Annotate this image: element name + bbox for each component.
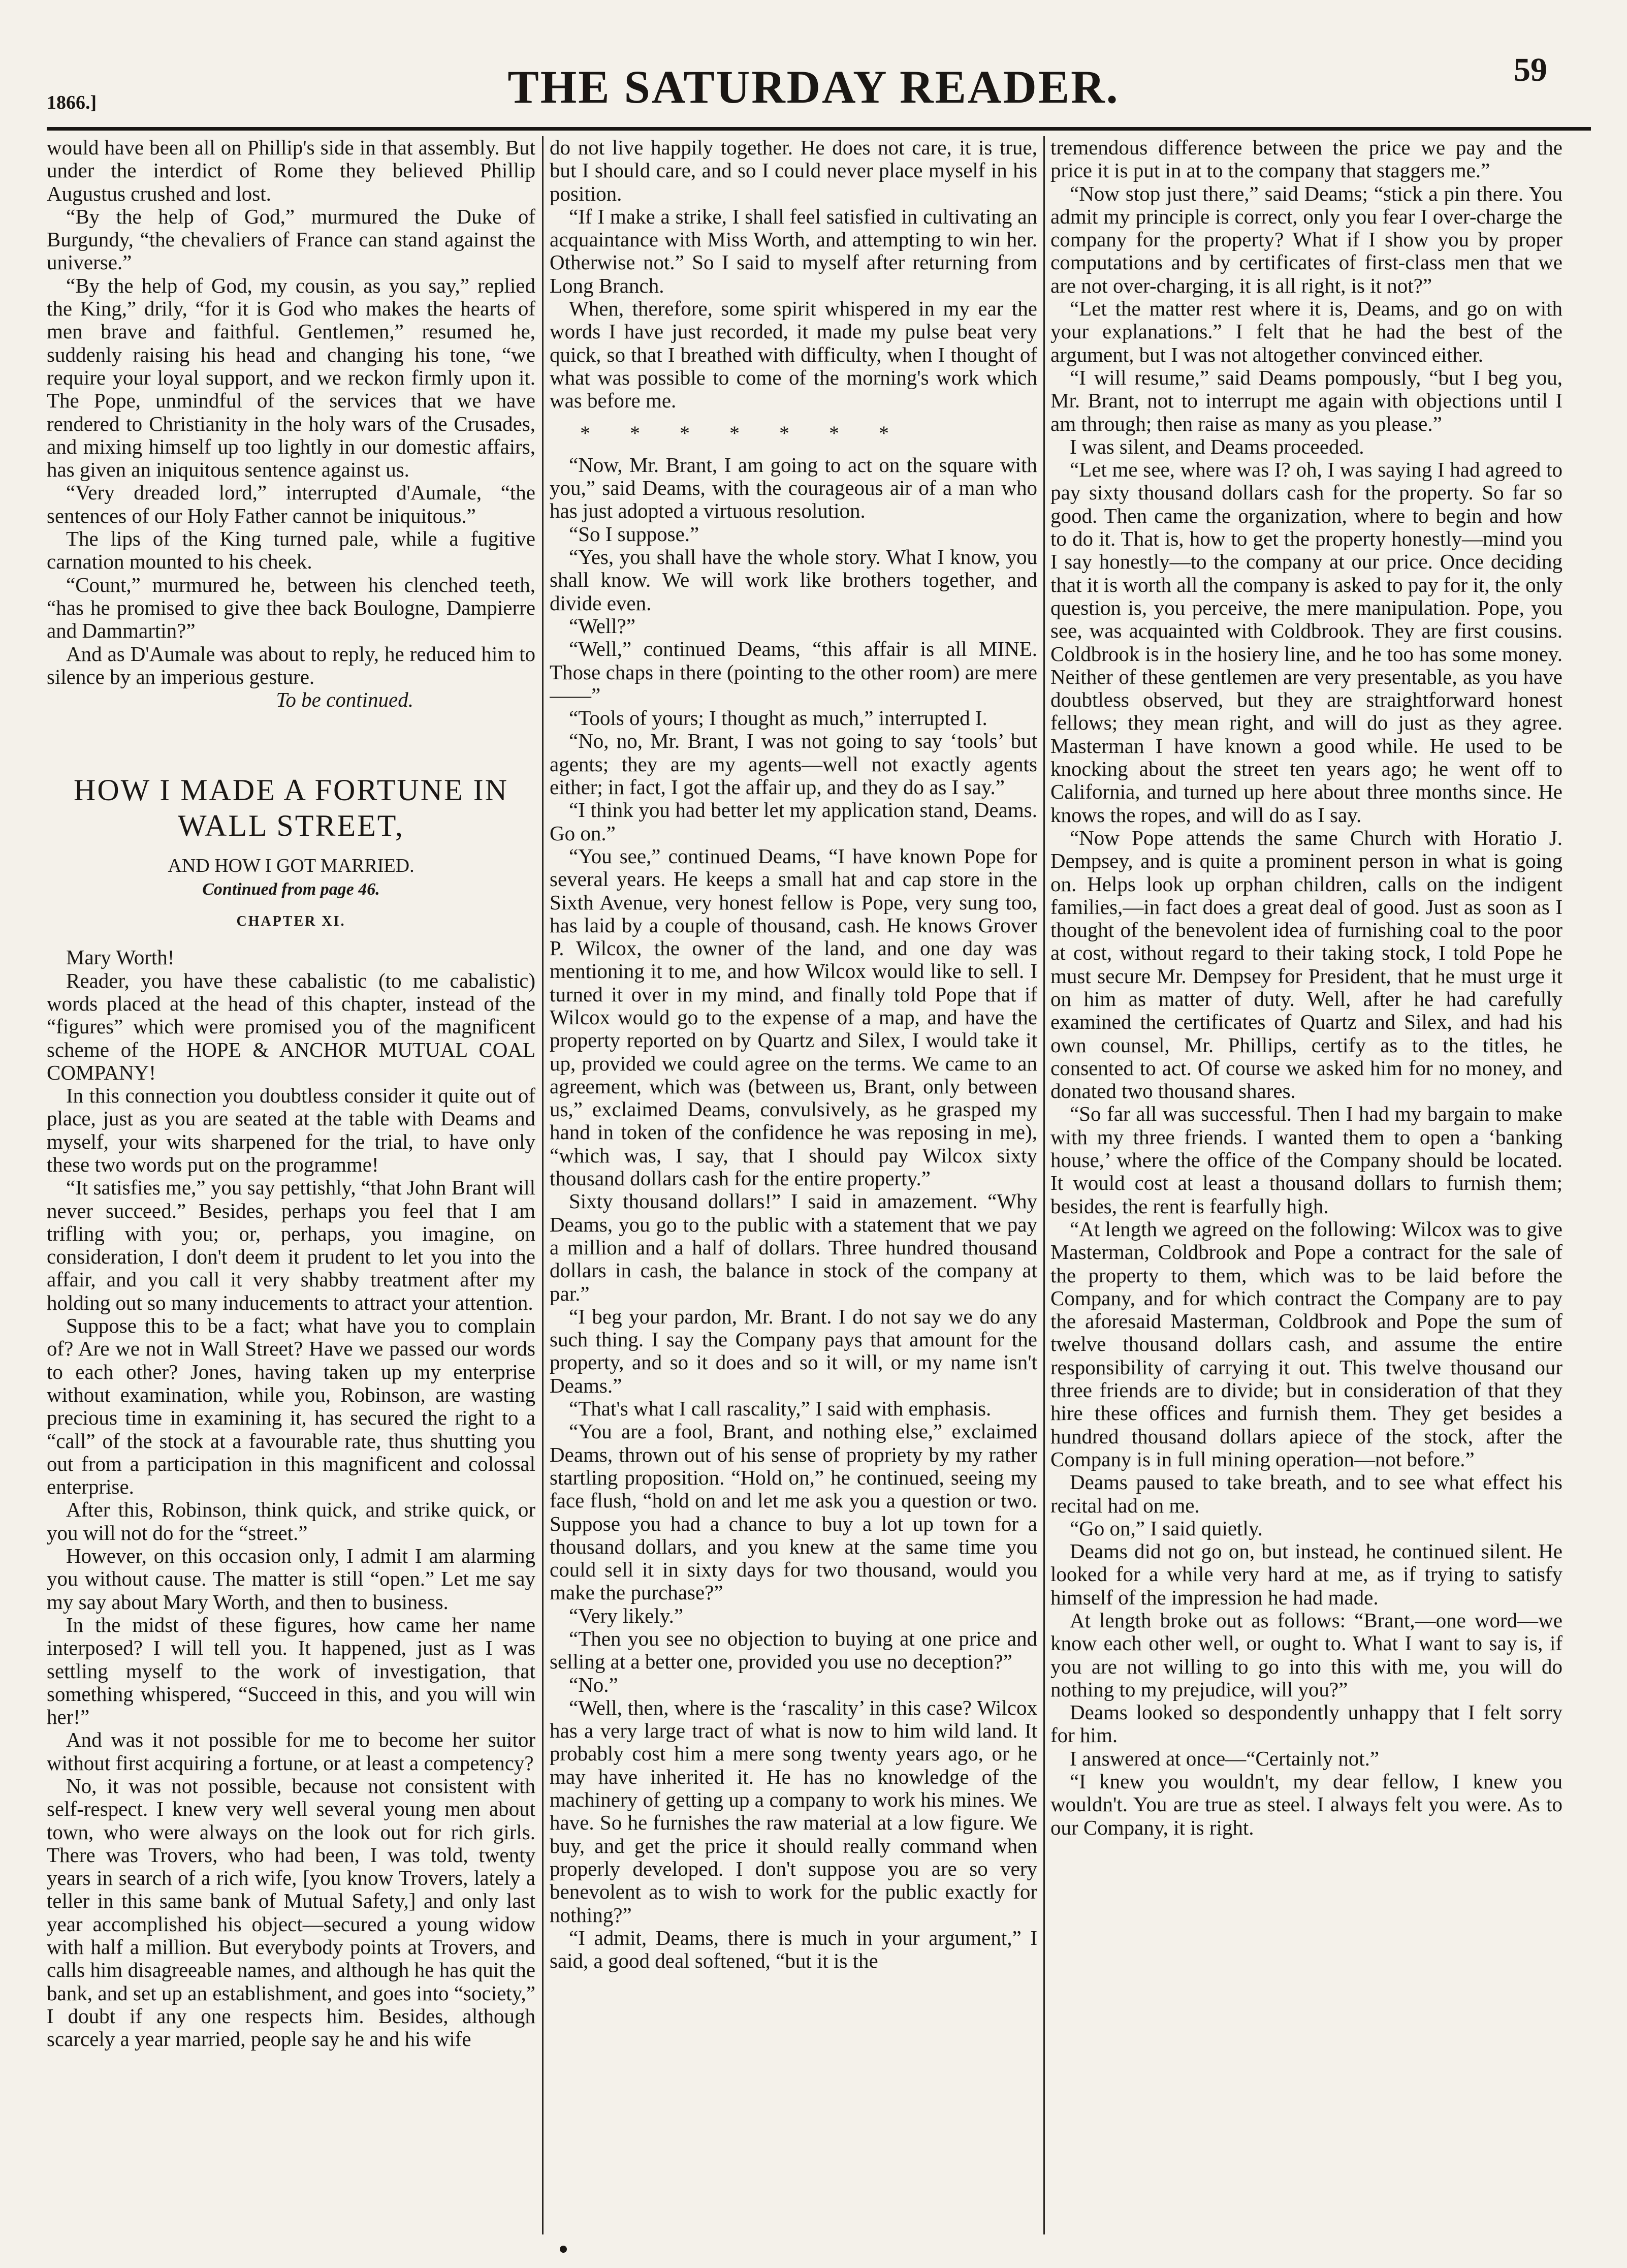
column-1 [47,136,535,2234]
paragraph: Deams looked so despondently unhappy that I felt sorry for him. [1050,1700,1562,1747]
paragraph: “I knew you wouldn't, my dear fellow, I knew you wouldn't. You are true as steel. I always felt you were. As to our Company, it is right. [1050,1770,1562,1839]
paragraph: “You see,” continued Deams, “I have known Pope for several years. He keeps a small hat and cap store in the Sixth Avenue, very honest fellow is Pope, very sung too, has laid by a couple of thousand, cash. He knows Grover P. Wilcox, the owner of the land, and one day was mentioning it to me, and how Wilcox would like to sell. I turned it over in my mind, and finally told Pope that if Wilcox would go to the expense of a map, and have the property reported on by Quartz and Silex, I would take it up, provided we could agree on the terms. We came to an agreement, which was (between us, Brant, only between us,” exclaimed Deams, convulsively, as he grasped my hand in token of the confidence he was reposing in me), “which was, I say, that I should pay Wilcox sixty thousand dollars cash for the entire property.” [550,844,1037,1190]
chapter-heading: CHAPTER XI. [236,914,346,930]
paragraph: “I admit, Deams, there is much in your argument,” I said, a good deal softened, “but it is the [550,1926,1037,1973]
paragraph: At length broke out as follows: “Brant,—one word—we know each other well, or ought to. What I want to say is, if you are not willing to go into this with me, you will do nothing to my prejudice, will you?” [1050,1609,1562,1701]
paragraph: “That's what I call rascality,” I said with emphasis. [569,1397,992,1421]
column-3 [1050,136,1562,2234]
paragraph: “So far all was successful. Then I had my bargain to make with my three friends. I wanted them to open a ‘banking house,’ where the office of the Company should be located. It would cost at least a thousand dollars to furnish them; besides, the rent is fearfully high. [1050,1102,1562,1218]
paragraph: “Let the matter rest where it is, Deams, and go on with your explanations.” I felt that he had the best of the argument, but I was not altogether convinced either. [1050,297,1562,366]
paragraph: “Tools of yours; I thought as much,” interrupted I. [569,706,987,730]
column-divider [542,136,544,2234]
paragraph: “Well,” continued Deams, “this affair is all MINE. Those chaps in there (pointing to the other room) are mere——” [550,637,1037,707]
paragraph: “Let me see, where was I? oh, I was saying I had agreed to pay sixty thousand dollars cash for the property. So far so good. Then came the organization, where to begin and how to do it. That is, how to get the property honestly—mind you I say honestly—to the company at our price. Once deciding that it is worth all the company is asked to pay for it, the only question is, you perceive, the mere manipulation. Pope, you see, was acquainted with Coldbrook. They are first cousins. Coldbrook is in the hosiery line, and he too has some money. Neither of these gentlemen are very presentable, as you have doubtless observed, but they are straightforward honest fellows; they mean right, and will do just as they agree. Masterman I have known a good while. He used to be knocking about the street ten years ago; he went off to California, and turned up here about three months since. He knows the ropes, and will do as I say. [1050,458,1562,827]
paragraph: “I think you had better let my application stand, Deams. Go on.” [550,798,1037,845]
paragraph: “Go on,” I said quietly. [1070,1516,1263,1540]
paragraph: “You are a fool, Brant, and nothing else,” exclaimed Deams, thrown out of his sense of propriety by my rather startling proposition. “Hold on,” he continued, seeing my face flush, “hold on and let me ask you a question or two. Suppose you had a chance to buy a lot up town for a thousand dollars, and you knew at the same time you could sell it in sixty days for two thousand, would you make the purchase?” [550,1420,1037,1604]
paragraph: The lips of the King turned pale, while a fugitive carnation mounted to his cheek. [47,527,535,574]
paragraph: “If I make a strike, I shall feel satisfied in cultivating an acquaintance with Miss Worth, and attempting to win her. Otherwise not.” So I said to myself after returning from Long Branch. [550,204,1037,297]
paragraph: And was it not possible for me to become her suitor without first acquiring a fortune, or at least a competency? [47,1728,535,1775]
paragraph: I answered at once—“Certainly not.” [1070,1746,1380,1770]
paragraph: Suppose this to be a fact; what have you to complain of? Are we not in Wall Street? Have we passed our words to each other? Jones, having taken up my enterprise without examination, while you, Robinson, are wasting precious time in examining it, has secured the right to a “call” of the stock at a favourable rate, thus shutting you out from a participation in this magnificent and colossal enterprise. [47,1314,535,1499]
paragraph: Mary Worth! [66,946,175,969]
paragraph: “Yes, you shall have the whole story. What I know, you shall know. We will work like brothers together, and divide even. [550,545,1037,615]
paragraph: However, on this occasion only, I admit I am alarming you without cause. The matter is still “open.” Let me say my say about Mary Worth, and then to business. [47,1544,535,1614]
paragraph: I was silent, and Deams proceeded. [1070,434,1364,458]
paragraph: do not live happily together. He does not care, it is true, but I should care, and so I could never place myself in his position. [550,136,1037,205]
paragraph: would have been all on Phillip's side in that assembly. But under the interdict of Rome they believed Phillip Augustus crushed and lost. [47,136,535,205]
to-be-continued: To be continued. [276,688,413,712]
paragraph: “I will resume,” said Deams pompously, “but I beg you, Mr. Brant, not to interrupt me again with objections until I am through; then raise as many as you please.” [1050,365,1562,435]
paragraph: In the midst of these figures, how came her name interposed? I will tell you. It happened, just as I was settling myself to the work of investigation, that something whispered, “Succeed in this, and you will win her!” [47,1613,535,1729]
page-number: 59 [1514,51,1547,88]
paragraph: “So I suppose.” [569,522,699,546]
paragraph: “It satisfies me,” you say pettishly, “that John Brant will never succeed.” Besides, perhaps you feel that I am trifling with you; or, perhaps, you imagine, on consideration, I don't deem it prudent to let you into the affair, and you call it very shabby treatment after my holding out so many inducements to attract your attention. [47,1176,535,1314]
continued-from-note: Continued from page 46. [202,879,380,899]
paragraph: “Then you see no objection to buying at one price and selling at a better one, provided you use no deception?” [550,1627,1037,1674]
article-headline: HOW I MADE A FORTUNE IN WALL STREET, [74,773,508,843]
print-mark [560,2246,567,2253]
section-break-stars: * * * * * * * [580,421,906,445]
paragraph: In this connection you doubtless consider it quite out of place, just as you are seated at the table with Deams and myself, your wits sharpened for the trial, to have only these two words put on the programme! [47,1084,535,1176]
paragraph: And as D'Aumale was about to reply, he reduced him to silence by an imperious gesture. [47,642,535,688]
paragraph: When, therefore, some spirit whispered in my ear the words I have just recorded, it made my pulse beat very quick, so that I breathed with difficulty, when I thought of what was possible to come of the morning's work which was before me. [550,297,1037,413]
paragraph: “Count,” murmured he, between his clenched teeth, “has he promised to give thee back Boulogne, Dampierre and Dammartin?” [47,573,535,643]
column-2 [550,136,1037,2234]
paragraph: “Well, then, where is the ‘rascality’ in this case? Wilcox has a very large tract of what is now to him wild land. It probably cost him a mere song twenty years ago, or he may have inherited it. He has no knowledge of the machinery of getting up a company to work his mines. We have. So he furnishes the raw material at a low figure. We buy, and get the price it should really command when properly developed. I don't suppose you are so very benevolent as to wish to work for the public exactly for nothing?” [550,1695,1037,1927]
paragraph: “No, no, Mr. Brant, I was not going to say ‘tools’ but agents; they are my agents—well not exactly agents either; in fact, I got the affair up, and they do as I say.” [550,729,1037,799]
paragraph: No, it was not possible, because not consistent with self-respect. I knew very well several young men about town, who were always on the look out for rich girls. There was Trovers, who had been, I was told, twenty years in search of a rich wife, [you know Trovers, lately a teller in this same bank of Mutual Safety,] and only last year accomplished his object—secured a young widow with half a million. But everybody points at Trovers, and calls him disagreeable names, and although he has quit the bank, and set up an establishment, and goes into “society,” I doubt if any one respects him. Besides, although scarcely a year married, people say he and his wife [47,1774,535,2051]
paragraph: “Very likely.” [569,1603,684,1627]
newspaper-title: THE SATURDAY READER. [507,61,1120,113]
paragraph: “No.” [569,1673,618,1696]
paragraph: “Very dreaded lord,” interrupted d'Aumale, “the sentences of our Holy Father cannot be iniquitous.” [47,481,535,527]
paragraph: Reader, you have these cabalistic (to me cabalistic) words placed at the head of this chapter, instead of the “figures” which were promised you of the magnificent scheme of the HOPE & ANCHOR MUTUAL COAL COMPANY! [47,968,535,1084]
masthead-rule [47,127,1591,131]
paragraph: “Now, Mr. Brant, I am going to act on the square with you,” said Deams, with the courageous air of a man who has just adopted a virtuous resolution. [550,453,1037,523]
paragraph: Sixty thousand dollars!” I said in amazement. “Why Deams, you go to the public with a statement that we pay a million and a half of dollars. Three hundred thousand dollars in cash, the balance in stock of the company at par.” [550,1189,1037,1305]
issue-year: 1866.] [47,92,97,113]
paragraph: After this, Robinson, think quick, and strike quick, or you will not do for the “street.” [47,1498,535,1545]
paragraph: “Now stop just there,” said Deams; “stick a pin there. You admit my principle is correct, only you fear I over-charge the company for the property? What if I show you by proper computations and by certificates of first-class men that we are not over-charging, it is all right, is it not?” [1050,181,1562,297]
masthead [0,0,1627,137]
paragraph: tremendous difference between the price we pay and the price it is put in at to the company that staggers me.” [1050,136,1562,182]
paragraph: Deams paused to take breath, and to see what effect his recital had on me. [1050,1470,1562,1517]
article-subheadline: AND HOW I GOT MARRIED. [168,855,414,877]
paragraph: Deams did not go on, but instead, he continued silent. He looked for a while very hard at me, as if trying to satisfy himself of the impression he had made. [1050,1539,1562,1609]
column-divider [1043,136,1045,2234]
paragraph: “I beg your pardon, Mr. Brant. I do not say we do any such thing. I say the Company pays that amount for the property, and so it does and so it will, or my name isn't Deams.” [550,1304,1037,1397]
paragraph: “At length we agreed on the following: Wilcox was to give Masterman, Coldbrook and Pope a contract for the sale of the property to them, which was to be laid before the Company, and for which contract the Company are to pay the aforesaid Masterman, Coldbrook and Pope the sum of twelve thousand dollars cash, and assume the entire responsibility of carrying it out. This twelve thousand our three friends are to divide; but in consideration of that they hire these offices and furnish them. They get besides a hundred thousand dollars apiece of the stock, after the Company is in full mining operation—not before.” [1050,1217,1562,1471]
paragraph: “Well?” [569,614,635,638]
paragraph: “By the help of God,” murmured the Duke of Burgundy, “the chevaliers of France can stand against the universe.” [47,204,535,274]
paragraph: “Now Pope attends the same Church with Horatio J. Dempsey, and is quite a prominent person in what is going on. Helps look up orphan children, calls on the indigent families,—in fact does a great deal of good. Just as soon as I thought of the benevolent idea of furnishing coal to the poor at cost, without regard to their taking stock, I told Pope he must secure Mr. Dempsey for President, that he must urge it on him as matter of duty. Well, after he had carefully examined the certificates of Quartz and Silex, and had his own counsel, Mr. Phillips, certify as to the titles, he consented to act. Of course we asked him for no money, and donated two thousand shares. [1050,826,1562,1103]
paragraph: “By the help of God, my cousin, as you say,” replied the King,” drily, “for it is God who makes the hearts of men brave and faithful. Gentlemen,” resumed he, suddenly raising his head and changing his tone, “we require your loyal support, and we reckon firmly upon it. The Pope, unmindful of the services that we have rendered to Christianity in the holy wars of the Crusades, and mixing himself up too lightly in our domestic affairs, has given an iniquitous sentence against us. [47,273,535,482]
